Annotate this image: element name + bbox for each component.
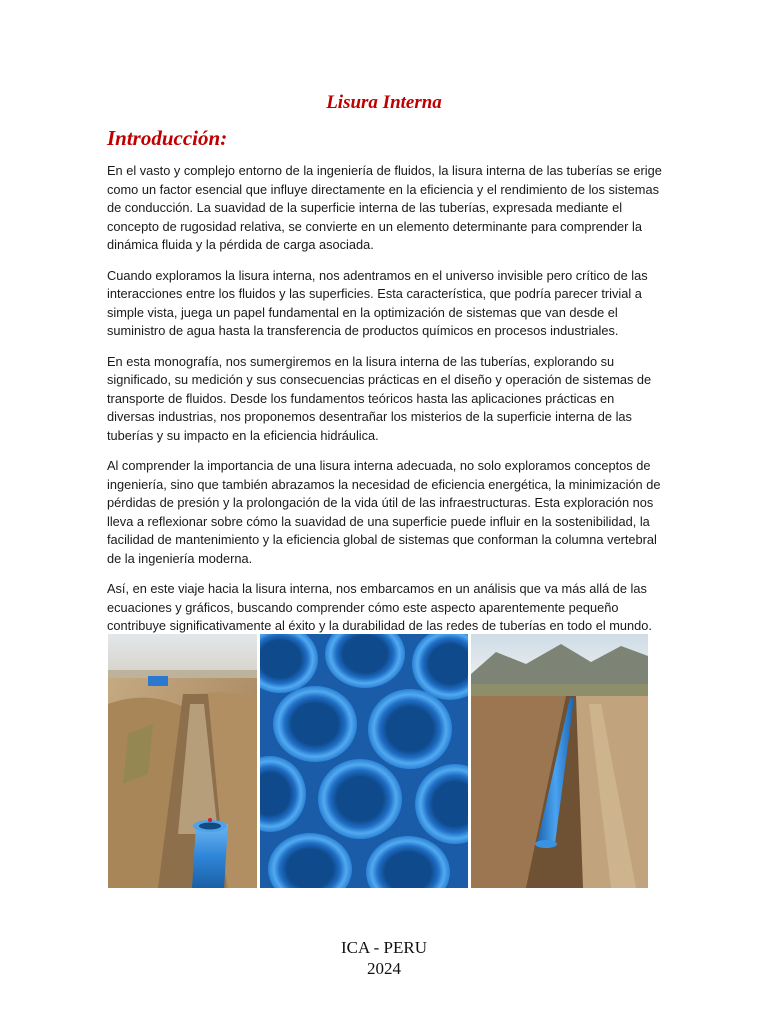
document-title: Lisura Interna bbox=[326, 92, 442, 113]
footer bbox=[0, 937, 768, 979]
paragraph-1: En el vasto y complejo entorno de la ingeniería de fluidos, la lisura interna de las tuberías se erige como un factor esencial que influye directamente en la eficiencia y el rendimiento de los sistemas de conducción. La suavidad de la superficie interna de las tuberías, expresada mediante el concepto de rugosidad relativa, se convierte en un elemento determinante para comprender la dinámica fluida y la pérdida de carga asociada. bbox=[107, 163, 662, 252]
footer-location: ICA - PERU bbox=[341, 938, 427, 957]
paragraph-3: En esta monografía, nos sumergiremos en la lisura interna de las tuberías, explorando su significado, su medición y sus consecuencias prácticas en el diseño y operación de sistemas de transporte de fluidos. Desde los fundamentos teóricos hasta las aplicaciones prácticas en diversas industrias, nos proponemos desentrañar los misterios de la superficie interna de las tuberías y su impacto en la eficiencia hidráulica. bbox=[107, 353, 652, 443]
paragraph-5: Así, en este viaje hacia la lisura interna, nos embarcamos en un análisis que va más allá de las ecuaciones y gráficos, buscando comprender cómo este aspecto aparentemente pequeño contribuye significativamente al éxito y la durabilidad de las redes de tuberías en todo el mundo. bbox=[107, 581, 652, 633]
pipe-in-trench-photo bbox=[108, 634, 257, 888]
photo-collage bbox=[108, 634, 648, 888]
footer-year: 2024 bbox=[367, 959, 401, 978]
paragraph-2: Cuando exploramos la lisura interna, nos adentramos en el universo invisible pero crítico de las interacciones entre los fluidos y las superficies. Esta característica, que podría parecer trivial a simple vista, juega un papel fundamental en la optimización de sistemas que van desde el suministro de agua hasta la transferencia de productos químicos en procesos industriales. bbox=[107, 267, 648, 338]
paragraph-4: Al comprender la importancia de una lisura interna adecuada, no solo exploramos conceptos de ingeniería, sino que también abrazamos la necesidad de eficiencia energética, la minimización de pérdidas de presión y la prolongación de la vida útil de las infraestructuras. Esta exploración nos lleva a reflexionar sobre cómo la suavidad de una superficie puede influir en la sostenibilidad, la facilidad de mantenimiento y la eficiencia global de sistemas que conforman la columna vertebral de la ingeniería moderna. bbox=[107, 458, 661, 566]
pipeline-trench-landscape-photo bbox=[471, 634, 648, 888]
section-heading: Introducción: bbox=[107, 126, 228, 150]
blue-pipe-stack-photo bbox=[260, 634, 468, 888]
intro-body bbox=[107, 162, 663, 648]
